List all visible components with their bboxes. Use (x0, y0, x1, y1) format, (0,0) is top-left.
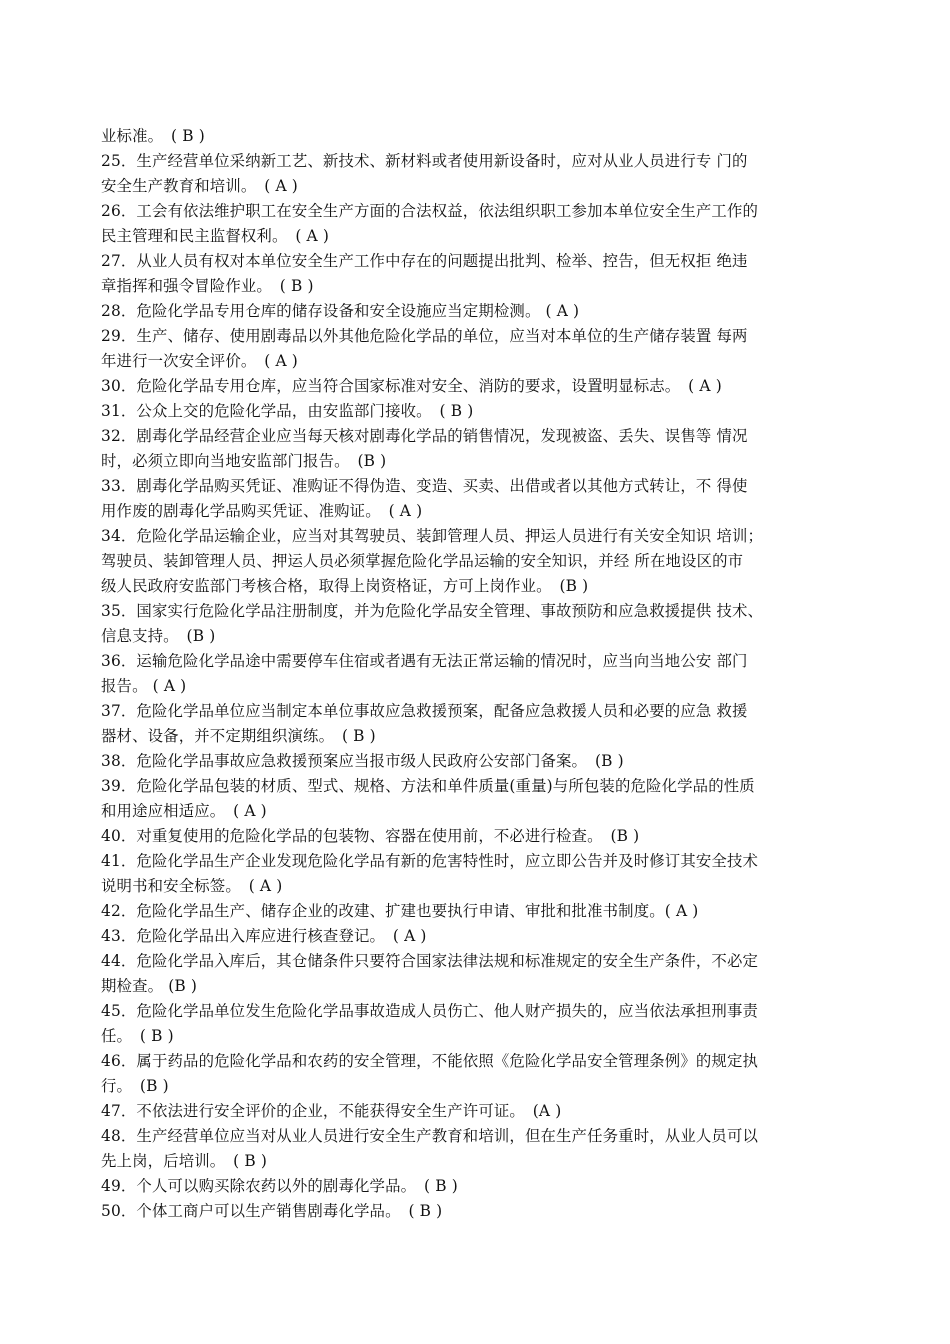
text-line: 36．运输危险化学品途中需要停车住宿或者遇有无法正常运输的情况时，应当向当地公安 部门 (101, 652, 748, 670)
text-line: 章指挥和强令冒险作业。 ( B ) (101, 277, 314, 295)
text-line: 信息支持。 (B ) (101, 627, 216, 645)
text-line: 44．危险化学品入库后，其仓储条件只要符合国家法律法规和标准规定的安全生产条件，不必定 (101, 952, 759, 970)
text-line: 41．危险化学品生产企业发现危险化学品有新的危害特性时，应立即公告并及时修订其安全技术 (101, 852, 759, 870)
text-line: 安全生产教育和培训。 ( A ) (101, 177, 298, 195)
text-line: 说明书和安全标签。 ( A ) (101, 877, 283, 895)
text-line: 45．危险化学品单位发生危险化学品事故造成人员伤亡、他人财产损失的，应当依法承担刑事责 (101, 1002, 759, 1020)
text-line: 业标准。 ( B ) (101, 127, 205, 145)
text-line: 年进行一次安全评价。 ( A ) (101, 352, 298, 370)
text-line: 和用途应相适应。 ( A ) (101, 802, 267, 820)
text-line: 26．工会有依法维护职工在安全生产方面的合法权益，依法组织职工参加本单位安全生产工作的 (101, 202, 759, 220)
text-line: 35．国家实行危险化学品注册制度，并为危险化学品安全管理、事故预防和应急救援提供 技术、 (101, 602, 764, 620)
text-line: 级人民政府安监部门考核合格，取得上岗资格证，方可上岗作业。 (B ) (101, 577, 589, 595)
text-line: 用作废的剧毒化学品购买凭证、准购证。 ( A ) (101, 502, 423, 520)
text-line: 40．对重复使用的危险化学品的包装物、容器在使用前，不必进行检查。 (B ) (101, 827, 640, 845)
text-line: 39．危险化学品包装的材质、型式、规格、方法和单件质量(重量)与所包装的危险化学品的性质 (101, 777, 755, 795)
text-line: 49．个人可以购买除农药以外的剧毒化学品。 ( B ) (101, 1177, 458, 1195)
text-line: 31．公众上交的危险化学品，由安监部门接收。 ( B ) (101, 402, 474, 420)
text-line: 器材、设备，并不定期组织演练。 ( B ) (101, 727, 376, 745)
text-line: 48．生产经营单位应当对从业人员进行安全生产教育和培训，但在生产任务重时，从业人员可以 (101, 1127, 759, 1145)
text-line: 42．危险化学品生产、储存企业的改建、扩建也要执行申请、审批和批准书制度。( A ) (101, 902, 699, 920)
text-line: 民主管理和民主监督权利。 ( A ) (101, 227, 329, 245)
text-line: 任。 ( B ) (101, 1027, 174, 1045)
text-line: 32．剧毒化学品经营企业应当每天核对剧毒化学品的销售情况，发现被盗、丢失、误售等 情况 (101, 427, 748, 445)
text-line: 34．危险化学品运输企业，应当对其驾驶员、装卸管理人员、押运人员进行有关安全知识 培训； (101, 527, 764, 545)
text-line: 38．危险化学品事故应急救援预案应当报市级人民政府公安部门备案。 (B ) (101, 752, 624, 770)
text-line: 29．生产、储存、使用剧毒品以外其他危险化学品的单位，应当对本单位的生产储存装置 每两 (101, 327, 748, 345)
text-line: 43．危险化学品出入库应进行核查登记。 ( A ) (101, 927, 427, 945)
text-line: 46．属于药品的危险化学品和农药的安全管理，不能依照《危险化学品安全管理条例》的规定执 (101, 1052, 759, 1070)
text-line: 37．危险化学品单位应当制定本单位事故应急救援预案，配备应急救援人员和必要的应急 救援 (101, 702, 748, 720)
text-line: 行。 (B ) (101, 1077, 169, 1095)
text-line: 47．不依法进行安全评价的企业，不能获得安全生产许可证。 (A ) (101, 1102, 562, 1120)
text-line: 27．从业人员有权对本单位安全生产工作中存在的问题提出批判、检举、控告，但无权拒 绝违 (101, 252, 748, 270)
text-line: 先上岗，后培训。 ( B ) (101, 1152, 268, 1170)
text-line: 驾驶员、装卸管理人员、押运人员必须掌握危险化学品运输的安全知识，并经 所在地设区的市 (101, 552, 744, 570)
text-line: 时，必须立即向当地安监部门报告。 (B ) (101, 452, 387, 470)
text-line: 期检查。 (B ) (101, 977, 198, 995)
question-list (101, 124, 813, 1224)
text-line: 50．个体工商户可以生产销售剧毒化学品。 ( B ) (101, 1202, 443, 1220)
text-line: 报告。 ( A ) (101, 677, 187, 695)
text-line: 30．危险化学品专用仓库，应当符合国家标准对安全、消防的要求，设置明显标志。 ( A ) (101, 377, 722, 395)
text-line: 25．生产经营单位采纳新工艺、新技术、新材料或者使用新设备时，应对从业人员进行专 门的 (101, 152, 748, 170)
text-line: 33．剧毒化学品购买凭证、准购证不得伪造、变造、买卖、出借或者以其他方式转让，不 得使 (101, 477, 748, 495)
text-line: 28．危险化学品专用仓库的储存设备和安全设施应当定期检测。 ( A ) (101, 302, 580, 320)
